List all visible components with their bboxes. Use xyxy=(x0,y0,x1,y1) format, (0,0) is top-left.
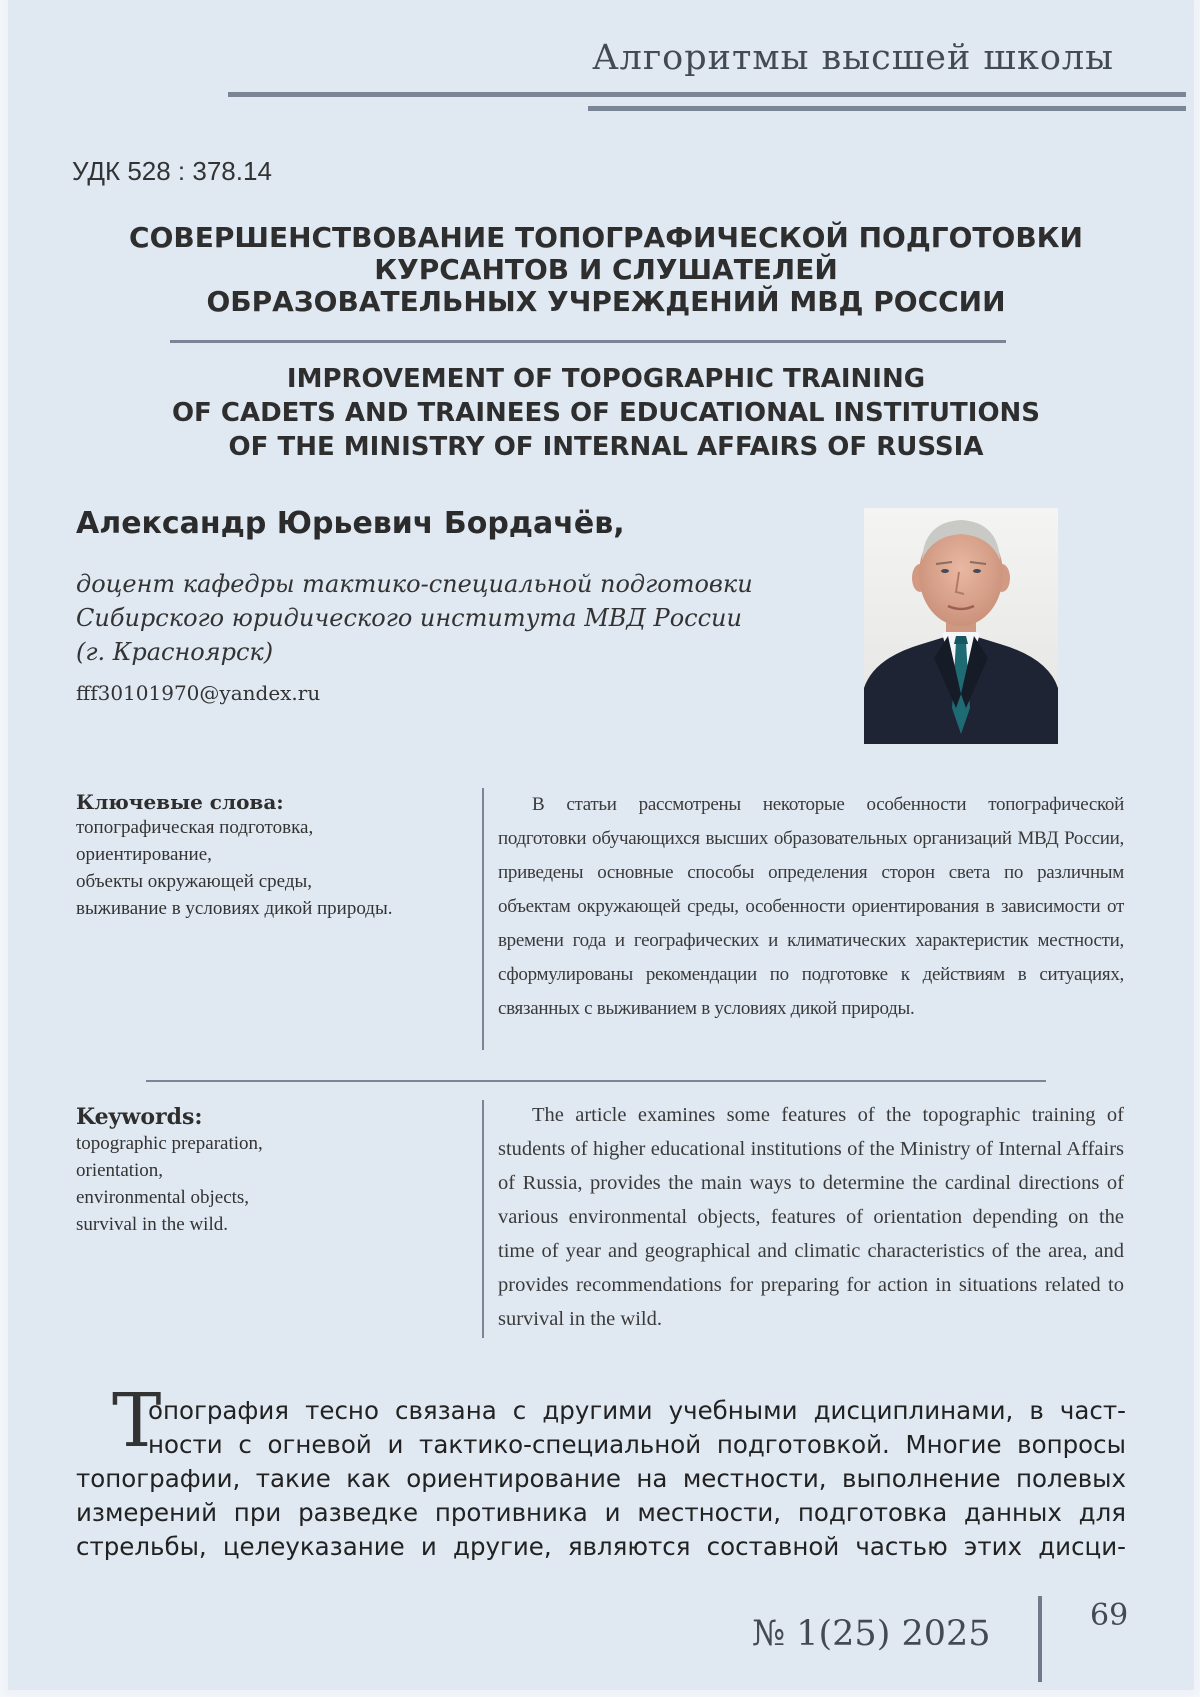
journal-page xyxy=(8,0,1194,1690)
affiliation-line: Сибирского юридического института МВД России xyxy=(76,601,816,635)
title-en-line: IMPROVEMENT OF TOPOGRAPHIC TRAINING xyxy=(68,362,1144,396)
article-title-en xyxy=(68,362,1144,464)
keyword-item: топографическая подготовка, xyxy=(76,814,476,841)
body-line: ности с огневой и тактико-специальной подготовкой. Многие вопросы xyxy=(76,1428,1126,1462)
drop-cap: Т xyxy=(112,1384,161,1458)
keyword-item: orientation, xyxy=(76,1157,476,1184)
abstract-ru: В статьи рассмотрены некоторые особенности топографической подготовки обучающихся высших образовательных организаций МВД России, приведены основные способы определения сторон света по различным объектам окружающей среды, особенности ориентирования в зависимости от времени года и географических и климатических характеристик местности, сформулированы рекомендации по подготовке к действиям в ситуациях, связанных с выживанием в условиях дикой природы. xyxy=(498,788,1124,1026)
title-ru-line: КУРСАНТОВ И СЛУШАТЕЛЕЙ xyxy=(68,254,1144,286)
journal-title: Алгоритмы высшей школы xyxy=(592,38,1114,78)
title-divider xyxy=(170,340,1006,343)
body-line: стрельбы, целеуказание и другие, являются составной частью этих дисци- xyxy=(76,1530,1126,1564)
keyword-item: environmental objects, xyxy=(76,1184,476,1211)
footer-divider xyxy=(1038,1596,1042,1682)
keywords-ru xyxy=(76,790,476,922)
abstract-en-divider xyxy=(482,1100,484,1338)
abstract-divider xyxy=(146,1080,1046,1082)
title-en-line: OF CADETS AND TRAINEES OF EDUCATIONAL INSTITUTIONS xyxy=(68,396,1144,430)
article-body xyxy=(76,1394,1126,1564)
author-affiliation xyxy=(76,567,816,669)
author-name: Александр Юрьевич Бордачёв, xyxy=(76,506,625,541)
keywords-en-heading: Keywords: xyxy=(76,1104,476,1130)
title-en-line: OF THE MINISTRY OF INTERNAL AFFAIRS OF RUSSIA xyxy=(68,430,1144,464)
title-ru-line: СОВЕРШЕНСТВОВАНИЕ ТОПОГРАФИЧЕСКОЙ ПОДГОТОВКИ xyxy=(68,222,1144,254)
author-photo xyxy=(864,508,1058,744)
affiliation-line: (г. Красноярск) xyxy=(76,635,816,669)
header-rule-lower xyxy=(588,106,1186,111)
keyword-item: выживание в условиях дикой природы. xyxy=(76,895,476,922)
body-line: измерений при разведке противника и местности, подготовка данных для xyxy=(76,1496,1126,1530)
keyword-item: survival in the wild. xyxy=(76,1211,476,1238)
body-line: топографии, такие как ориентирование на местности, выполнение полевых xyxy=(76,1462,1126,1496)
article-title-ru xyxy=(68,222,1144,318)
abstract-en: The article examines some features of the topographic training of students of higher educational institutions of the Ministry of Internal Affairs of Russia, provides the main ways to determine the cardinal directions of various environmental objects, features of orientation depending on the time of year and geographical and climatic characteristics of the area, and provides recommendations for preparing for action in situations related to survival in the wild. xyxy=(498,1098,1124,1336)
body-line: опография тесно связана с другими учебными дисциплинами, в част- xyxy=(76,1394,1126,1428)
abstract-ru-divider xyxy=(482,788,484,1050)
affiliation-line: доцент кафедры тактико-специальной подготовки xyxy=(76,567,816,601)
udk-code: УДК 528 : 378.14 xyxy=(72,156,272,187)
keywords-en xyxy=(76,1104,476,1238)
keyword-item: topographic preparation, xyxy=(76,1130,476,1157)
keyword-item: ориентирование, xyxy=(76,841,476,868)
keyword-item: объекты окружающей среды, xyxy=(76,868,476,895)
issue-number: № 1(25) 2025 xyxy=(752,1614,991,1654)
author-email: fff30101970@yandex.ru xyxy=(76,681,320,705)
header-rule-upper xyxy=(228,92,1186,97)
title-ru-line: ОБРАЗОВАТЕЛЬНЫХ УЧРЕЖДЕНИЙ МВД РОССИИ xyxy=(68,286,1144,318)
keywords-ru-heading: Ключевые слова: xyxy=(76,790,476,814)
page-number: 69 xyxy=(1090,1598,1128,1633)
